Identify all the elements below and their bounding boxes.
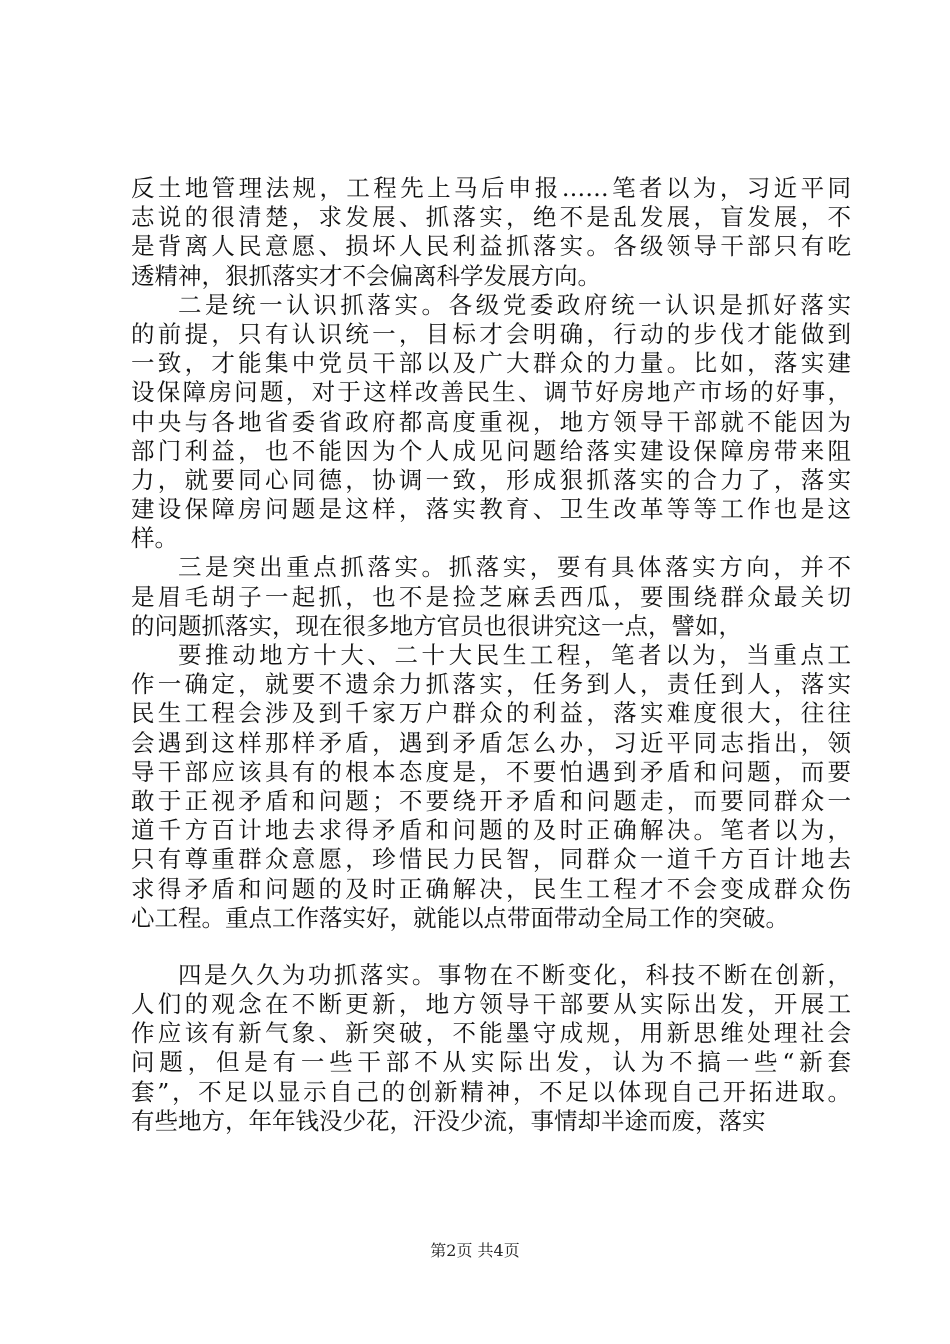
paragraph-gap (131, 933, 851, 961)
text-line: 导干部应该具有的根本态度是，不要怕遇到矛盾和问题，而要 (131, 757, 851, 786)
text-line: 志说的很清楚，求发展、抓落实，绝不是乱发展，盲发展，不 (131, 203, 851, 232)
text-line: 会遇到这样那样矛盾，遇到矛盾怎么办，习近平同志指出，领 (131, 728, 851, 757)
paragraph (131, 553, 851, 641)
text-line: 三是突出重点抓落实。抓落实，要有具体落实方向，并不 (178, 553, 851, 582)
text-line: 中央与各地省委省政府都高度重视，地方领导干部就不能因为 (131, 407, 851, 436)
text-line: 只有尊重群众意愿，珍惜民力民智，同群众一道千方百计地去 (131, 845, 851, 874)
paragraph (131, 641, 851, 933)
text-line: 建设保障房问题是这样，落实教育、卫生改革等等工作也是这 (131, 495, 851, 524)
text-line: 部门利益，也不能因为个人成见问题给落实建设保障房带来阻 (131, 436, 851, 465)
text-line: 问题，但是有一些干部不从实际出发，认为不搞一些“新套 (131, 1048, 851, 1077)
text-line: 反土地管理法规，工程先上马后申报……笔者以为，习近平同 (131, 174, 851, 202)
document-body (131, 174, 851, 1136)
text-line: 样。 (131, 524, 178, 553)
text-line: 作一确定，就要不遗余力抓落实，任务到人，责任到人，落实 (131, 670, 851, 699)
page-footer: 第2页 共4页 (430, 1241, 520, 1260)
text-line: 套”，不足以显示自己的创新精神，不足以体现自己开拓进取。 (131, 1077, 851, 1106)
text-line: 是眉毛胡子一起抓，也不是捡芝麻丢西瓜，要围绕群众最关切 (131, 582, 851, 611)
text-line: 透精神，狠抓落实才不会偏离科学发展方向。 (131, 261, 601, 290)
paragraph (131, 291, 851, 554)
text-line: 力，就要同心同德，协调一致，形成狠抓落实的合力了，落实 (131, 465, 851, 494)
text-line: 求得矛盾和问题的及时正确解决，民生工程才不会变成群众伤 (131, 874, 851, 903)
text-line: 心工程。重点工作落实好，就能以点带面带动全局工作的突破。 (131, 903, 789, 932)
paragraph (131, 961, 851, 1136)
paragraph (131, 174, 851, 291)
text-line: 要推动地方十大、二十大民生工程，笔者以为，当重点工 (178, 641, 851, 669)
text-line: 敢于正视矛盾和问题；不要绕开矛盾和问题走，而要同群众一 (131, 786, 851, 815)
text-line: 的前提，只有认识统一，目标才会明确，行动的步伐才能做到 (131, 319, 851, 348)
text-line: 的问题抓落实，现在很多地方官员也很讲究这一点，譬如， (131, 611, 742, 640)
text-line: 二是统一认识抓落实。各级党委政府统一认识是抓好落实 (178, 290, 851, 319)
text-line: 是背离人民意愿、损坏人民利益抓落实。各级领导干部只有吃 (131, 232, 851, 261)
text-line: 民生工程会涉及到千家万户群众的利益，落实难度很大，往往 (131, 699, 851, 728)
text-line: 四是久久为功抓落实。事物在不断变化，科技不断在创新， (178, 960, 851, 989)
text-line: 设保障房问题，对于这样改善民生、调节好房地产市场的好事， (131, 378, 851, 407)
text-line: 道千方百计地去求得矛盾和问题的及时正确解决。笔者以为， (131, 816, 851, 845)
text-line: 有些地方，年年钱没少花，汗没少流，事情却半途而废，落实 (131, 1106, 766, 1135)
text-line: 作应该有新气象、新突破，不能墨守成规，用新思维处理社会 (131, 1019, 851, 1048)
text-line: 人们的观念在不断更新，地方领导干部要从实际出发，开展工 (131, 990, 851, 1019)
text-line: 一致，才能集中党员干部以及广大群众的力量。比如，落实建 (131, 349, 851, 378)
